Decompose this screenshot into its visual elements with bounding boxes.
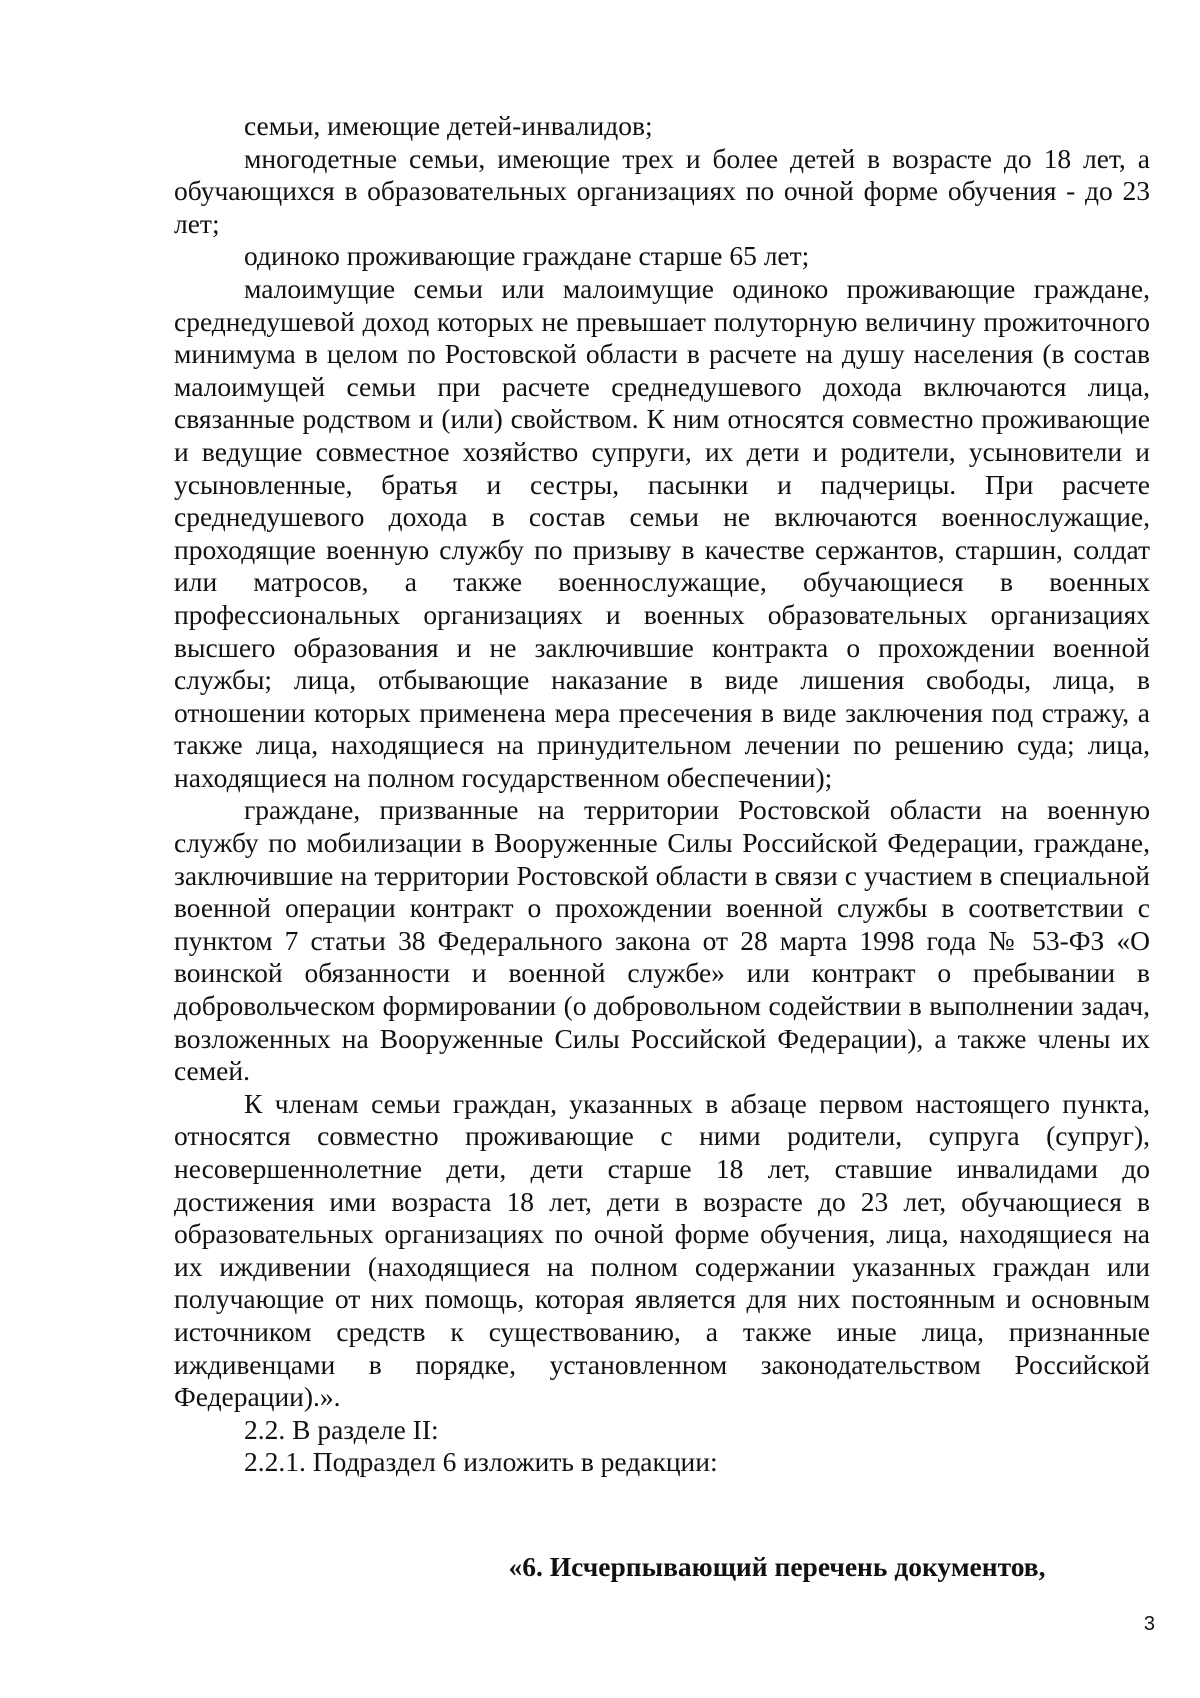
paragraph-family-members: К членам семьи граждан, указанных в абзаце первом настоящего пункта, относятся совместно проживающие с ними родители, супруга (супруг), несовершеннолетние дети, дети старше 18 лет, ставшие инвалидами до достижения ими возраста 18 лет, дети в возрасте до 23 лет, обучающиеся в образовательных организациях по очной форме обучения, лица, находящиеся на их иждивении (находящиеся на полном содержании указанных граждан или получающие от них помощь, которая является для них постоянным и основным источником средств к существованию, а также иные лица, признанные иждивенцами в порядке, установленном законодательством Российской Федерации).».	[174, 1087, 1150, 1413]
subsection-heading: «6. Исчерпывающий перечень документов,	[508, 1551, 1046, 1582]
paragraph-section-2-2-1: 2.2.1. Подраздел 6 изложить в редакции:	[244, 1446, 718, 1478]
page-number: 3	[1143, 1613, 1155, 1635]
paragraph-large-families: многодетные семьи, имеющие трех и более детей в возрасте до 18 лет, а обучающихся в образовательных организациях по очной форме обучения - до 23 лет;	[174, 142, 1150, 239]
paragraph-children-disabled: семьи, имеющие детей-инвалидов;	[244, 110, 653, 141]
paragraph-section-2-2: 2.2. В разделе II:	[244, 1413, 439, 1445]
paragraph-low-income: малоимущие семьи или малоимущие одиноко проживающие граждане, среднедушевой доход которых не превышает полуторную величину прожиточного минимума в целом по Ростовской области в расчете на душу населения (в состав малоимущей семьи при расчете среднедушевого дохода включаются лица, связанные родством и (или) свойством. К ним относятся совместно проживающие и ведущие совместное хозяйство супруги, их дети и родители, усыновители и усыновленные, братья и сестры, пасынки и падчерицы. При расчете среднедушевого дохода в состав семьи не включаются военнослужащие, проходящие военную службу по призыву в качестве сержантов, старшин, солдат или матросов, а также военнослужащие, обучающиеся в военных профессиональных организациях и военных образовательных организациях высшего образования и не заключившие контракта о прохождении военной службы; лица, отбывающие наказание в виде лишения свободы, лица, в отношении которых применена мера пресечения в виде заключения под стражу, а также лица, находящиеся на принудительном лечении по решению суда; лица, находящиеся на полном государственном обеспечении);	[174, 272, 1150, 793]
paragraph-single-elderly: одиноко проживающие граждане старше 65 лет;	[244, 240, 810, 272]
paragraph-mobilized-citizens: граждане, призванные на территории Ростовской области на военную службу по мобилизации в Вооруженные Силы Российской Федерации, граждане, заключившие на территории Ростовской области в связи с участием в специальной военной операции контракт о прохождении военной службы в соответствии с пунктом 7 статьи 38 Федерального закона от 28 марта 1998 года № 53-ФЗ «О воинской обязанности и военной службе» или контракт о пребывании в добровольческом формировании (о добровольном содействии в выполнении задач, возложенных на Вооруженные Силы Российской Федерации), а также члены их семей.	[174, 794, 1150, 1087]
document-body	[174, 110, 1150, 1479]
